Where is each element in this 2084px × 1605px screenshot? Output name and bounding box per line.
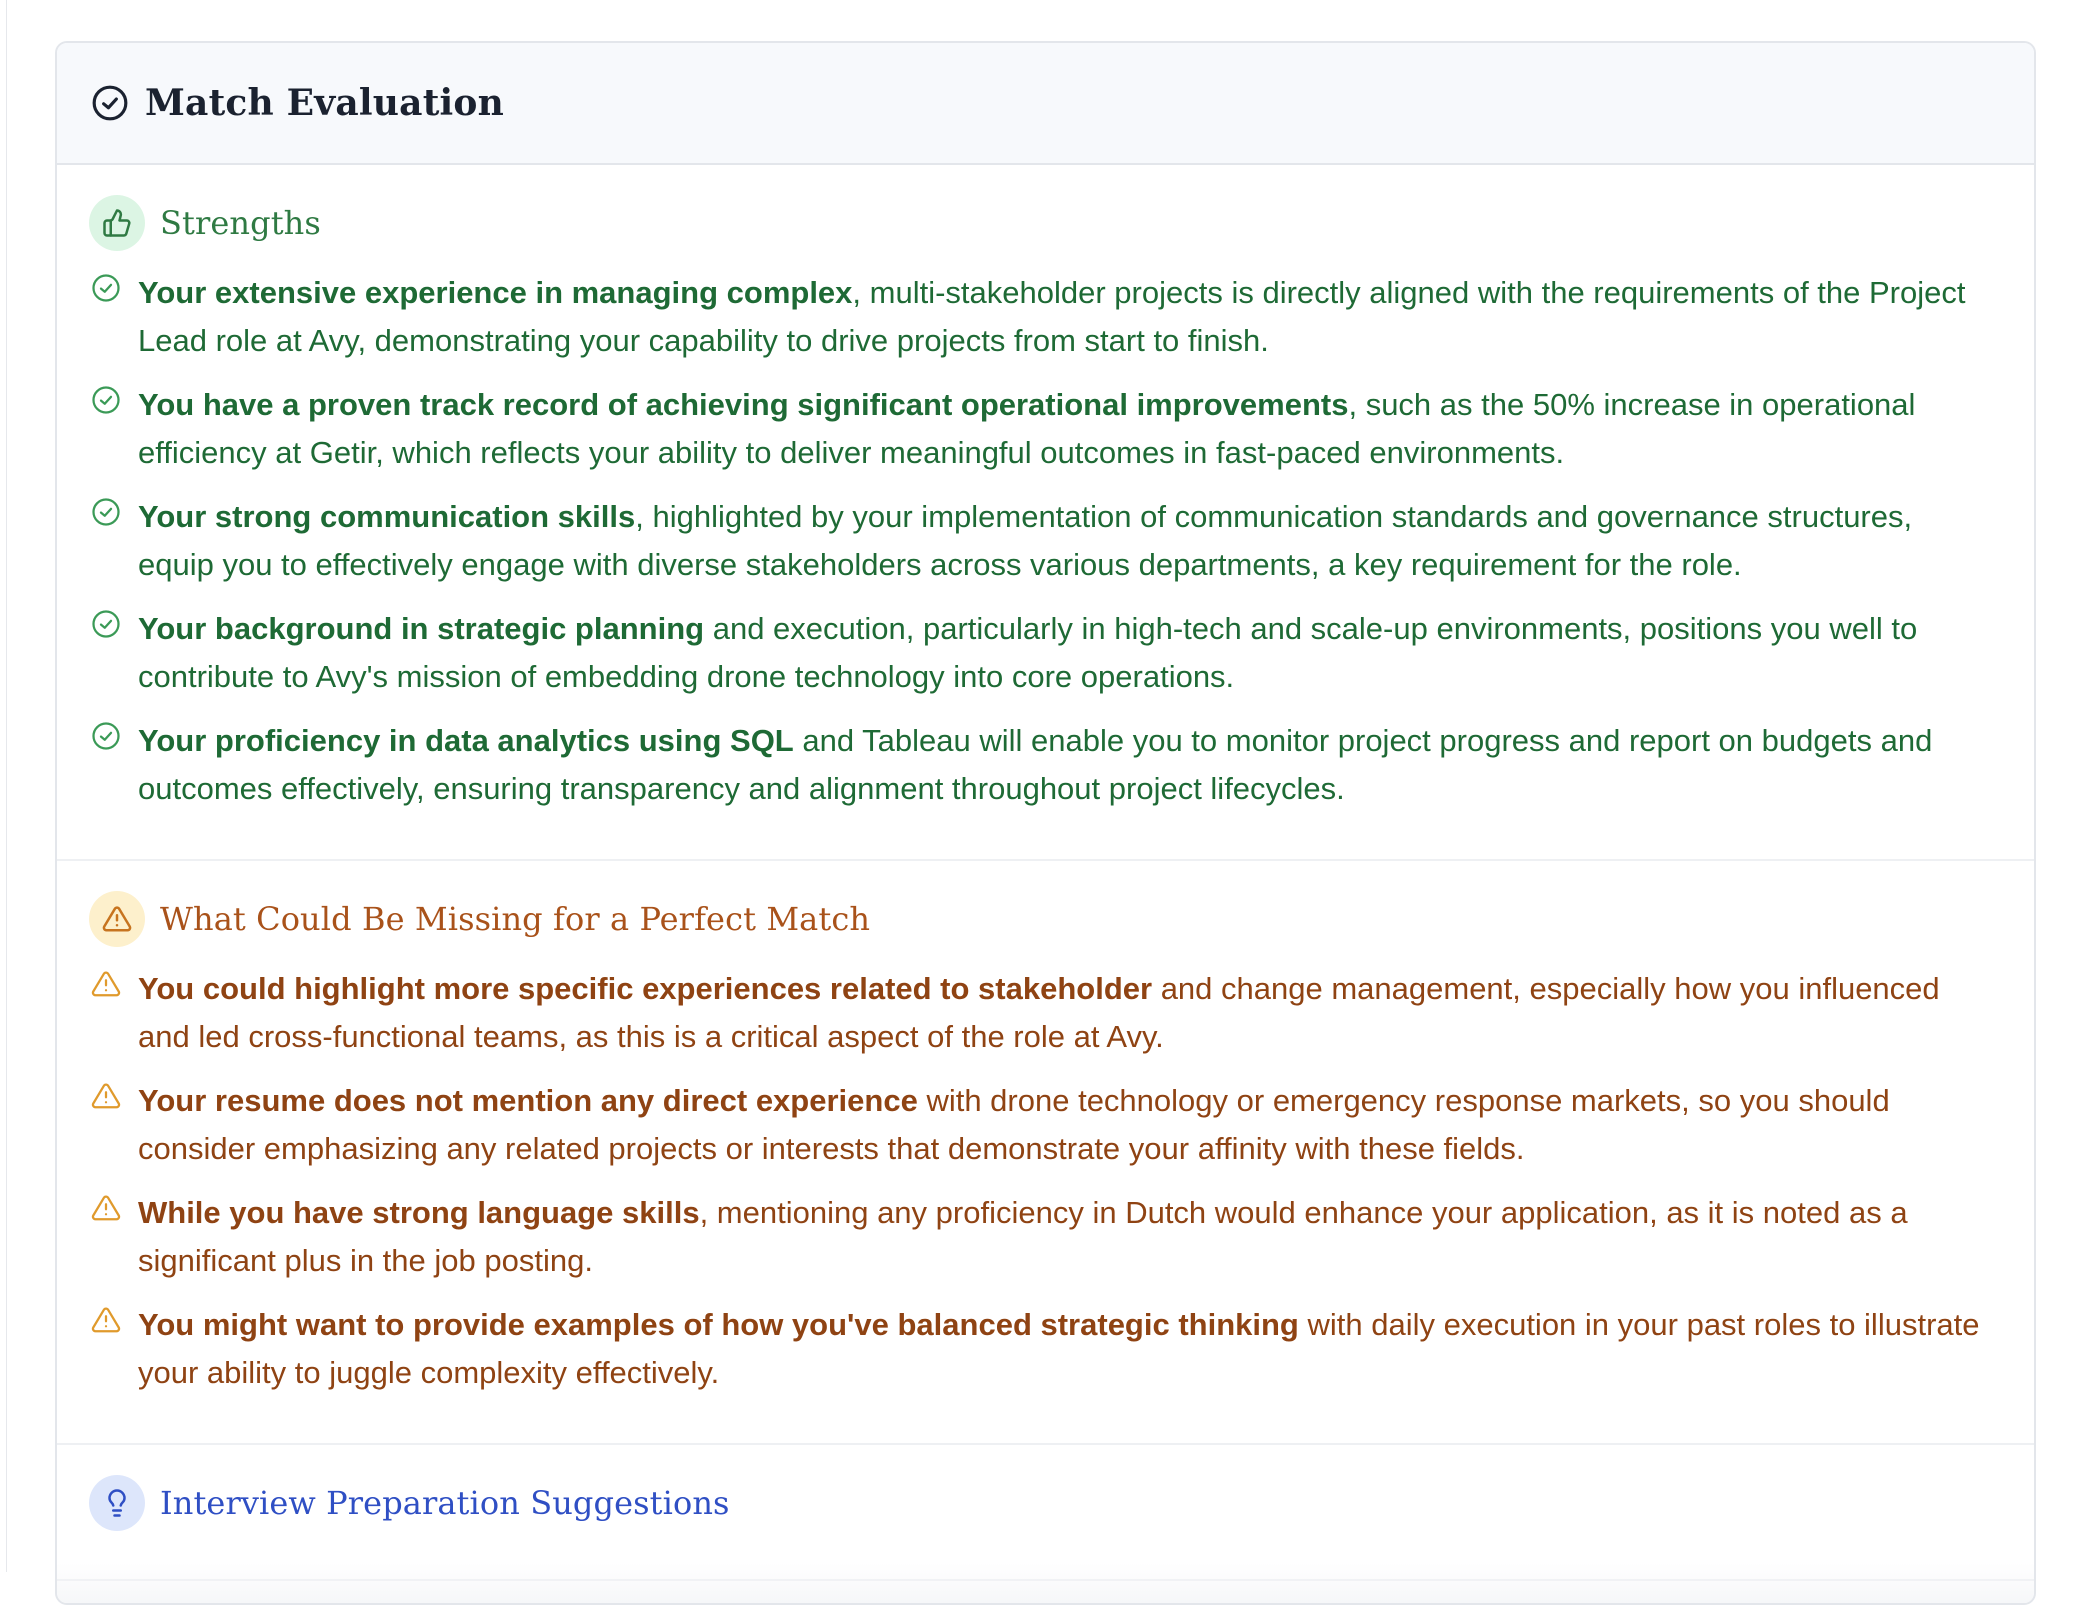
strength-text: You have a proven track record of achieving significant operational improvements, such as the 50% increase in operational efficiency at Getir, which reflects your ability to deliver meaningful outcomes in fast-paced environments. [138,387,1916,470]
interview-title: Interview Preparation Suggestions [160,1484,730,1522]
interview-section [57,1445,2034,1581]
interview-header [89,1475,1994,1531]
strength-item [89,269,1994,365]
strengths-list [89,269,1994,813]
warning-triangle-icon [89,1191,123,1225]
missing-item [89,1301,1994,1397]
strength-item [89,381,1994,477]
warning-triangle-icon [89,891,145,947]
lightbulb-icon [89,1475,145,1531]
check-circle-icon [89,719,123,753]
strength-item [89,717,1994,813]
strength-text: Your background in strategic planning and execution, particularly in high-tech and scale-up environments, positions you well to contribute to Avy's mission of embedding drone technology into core operations. [138,611,1918,694]
check-circle-icon [90,83,130,123]
match-evaluation-card [55,41,2036,1605]
missing-item [89,965,1994,1061]
page-edge-divider [6,0,7,1572]
check-circle-icon [89,495,123,529]
strengths-section [57,165,2034,861]
missing-text: Your resume does not mention any direct experience with drone technology or emergency response markets, so you should consider emphasizing any related projects or interests that demonstrate your affinity with these fields. [138,1083,1890,1166]
card-header [57,43,2034,165]
thumbs-up-icon [89,195,145,251]
card-title: Match Evaluation [145,82,504,124]
warning-triangle-icon [89,967,123,1001]
missing-list [89,965,1994,1397]
strength-text: Your strong communication skills, highlighted by your implementation of communication standards and governance structures, equip you to effectively engage with diverse stakeholders across various departments, a key requirement for the role. [138,499,1913,582]
warning-triangle-icon [89,1303,123,1337]
strengths-header [89,195,1994,251]
missing-title: What Could Be Missing for a Perfect Match [160,900,871,938]
strength-text: Your extensive experience in managing complex, multi-stakeholder projects is directly aligned with the requirements of the Project Lead role at Avy, demonstrating your capability to drive projects from start to finish. [138,275,1966,358]
missing-text: While you have strong language skills, mentioning any proficiency in Dutch would enhance your application, as it is noted as a significant plus in the job posting. [138,1195,1908,1278]
missing-header [89,891,1994,947]
strength-item [89,493,1994,589]
missing-text: You might want to provide examples of how you've balanced strategic thinking with daily execution in your past roles to illustrate your ability to juggle complexity effectively. [138,1307,1980,1390]
missing-section [57,861,2034,1445]
warning-triangle-icon [89,1079,123,1113]
check-circle-icon [89,607,123,641]
strength-item [89,605,1994,701]
strengths-title: Strengths [160,204,321,242]
missing-item [89,1077,1994,1173]
missing-text: You could highlight more specific experiences related to stakeholder and change management, especially how you influenced and led cross-functional teams, as this is a critical aspect of the role at Avy. [138,971,1940,1054]
missing-item [89,1189,1994,1285]
strength-text: Your proficiency in data analytics using SQL and Tableau will enable you to monitor project progress and report on budgets and outcomes effectively, ensuring transparency and alignment throughout project lifecycles. [138,723,1933,806]
check-circle-icon [89,383,123,417]
check-circle-icon [89,271,123,305]
